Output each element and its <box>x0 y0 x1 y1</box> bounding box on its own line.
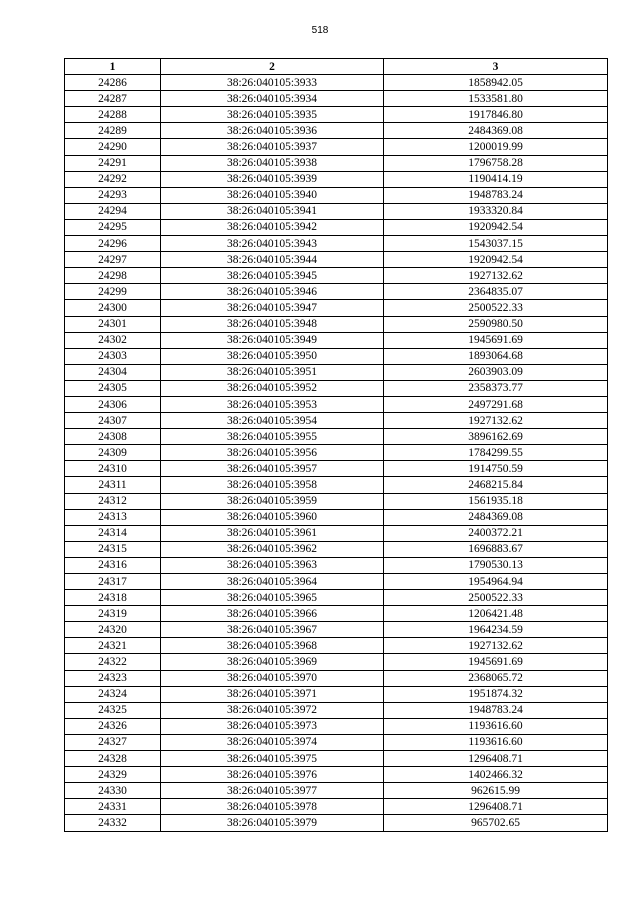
table-row <box>65 107 608 123</box>
row-number-cell: 24297 <box>65 252 161 268</box>
table-row <box>65 413 608 429</box>
header-row <box>65 59 608 75</box>
row-number-cell: 24315 <box>65 541 161 557</box>
row-number-cell: 24307 <box>65 413 161 429</box>
value-cell: 1893064.68 <box>384 348 608 364</box>
cadastral-number-cell: 38:26:040105:3936 <box>161 123 384 139</box>
value-cell: 1296408.71 <box>384 751 608 767</box>
value-cell: 1948783.24 <box>384 702 608 718</box>
table-row <box>65 445 608 461</box>
row-number-cell: 24303 <box>65 348 161 364</box>
cadastral-number-cell: 38:26:040105:3938 <box>161 155 384 171</box>
table-row <box>65 123 608 139</box>
table-row <box>65 396 608 412</box>
value-cell: 2484369.08 <box>384 123 608 139</box>
table-row <box>65 91 608 107</box>
row-number-cell: 24316 <box>65 557 161 573</box>
row-number-cell: 24314 <box>65 525 161 541</box>
cadastral-number-cell: 38:26:040105:3963 <box>161 557 384 573</box>
row-number-cell: 24288 <box>65 107 161 123</box>
row-number-cell: 24326 <box>65 718 161 734</box>
row-number-cell: 24323 <box>65 670 161 686</box>
value-cell: 1920942.54 <box>384 219 608 235</box>
cadastral-number-cell: 38:26:040105:3965 <box>161 590 384 606</box>
cadastral-number-cell: 38:26:040105:3935 <box>161 107 384 123</box>
value-cell: 1190414.19 <box>384 171 608 187</box>
value-cell: 1920942.54 <box>384 252 608 268</box>
cadastral-number-cell: 38:26:040105:3947 <box>161 300 384 316</box>
row-number-cell: 24301 <box>65 316 161 332</box>
value-cell: 1193616.60 <box>384 734 608 750</box>
value-cell: 1917846.80 <box>384 107 608 123</box>
value-cell: 1543037.15 <box>384 236 608 252</box>
row-number-cell: 24300 <box>65 300 161 316</box>
page-number: 518 <box>311 25 329 36</box>
value-cell: 1784299.55 <box>384 445 608 461</box>
table-row <box>65 171 608 187</box>
table-row <box>65 75 608 91</box>
cadastral-number-cell: 38:26:040105:3975 <box>161 751 384 767</box>
row-number-cell: 24295 <box>65 219 161 235</box>
cadastral-number-cell: 38:26:040105:3957 <box>161 461 384 477</box>
cadastral-number-cell: 38:26:040105:3961 <box>161 525 384 541</box>
value-cell: 1696883.67 <box>384 541 608 557</box>
value-cell: 1561935.18 <box>384 493 608 509</box>
value-cell: 1200019.99 <box>384 139 608 155</box>
row-number-cell: 24329 <box>65 767 161 783</box>
cadastral-number-cell: 38:26:040105:3954 <box>161 413 384 429</box>
value-cell: 2500522.33 <box>384 300 608 316</box>
cadastral-number-cell: 38:26:040105:3951 <box>161 364 384 380</box>
row-number-cell: 24289 <box>65 123 161 139</box>
cadastral-number-cell: 38:26:040105:3937 <box>161 139 384 155</box>
table-row <box>65 670 608 686</box>
row-number-cell: 24331 <box>65 799 161 815</box>
cadastral-number-cell: 38:26:040105:3939 <box>161 171 384 187</box>
table-row <box>65 461 608 477</box>
row-number-cell: 24325 <box>65 702 161 718</box>
table-row <box>65 332 608 348</box>
value-cell: 2368065.72 <box>384 670 608 686</box>
table-row <box>65 734 608 750</box>
table-row <box>65 686 608 702</box>
table-row <box>65 751 608 767</box>
table-row <box>65 187 608 203</box>
table-row <box>65 622 608 638</box>
table-row <box>65 284 608 300</box>
value-cell: 1927132.62 <box>384 638 608 654</box>
row-number-cell: 24309 <box>65 445 161 461</box>
value-cell: 2497291.68 <box>384 396 608 412</box>
row-number-cell: 24320 <box>65 622 161 638</box>
table-row <box>65 574 608 590</box>
row-number-cell: 24302 <box>65 332 161 348</box>
table-row <box>65 590 608 606</box>
table-row <box>65 654 608 670</box>
value-cell: 1945691.69 <box>384 654 608 670</box>
cadastral-number-cell: 38:26:040105:3945 <box>161 268 384 284</box>
row-number-cell: 24310 <box>65 461 161 477</box>
row-number-cell: 24328 <box>65 751 161 767</box>
cadastral-number-cell: 38:26:040105:3973 <box>161 718 384 734</box>
row-number-cell: 24332 <box>65 815 161 831</box>
value-cell: 1402466.32 <box>384 767 608 783</box>
row-number-cell: 24296 <box>65 236 161 252</box>
cadastral-number-cell: 38:26:040105:3971 <box>161 686 384 702</box>
row-number-cell: 24308 <box>65 429 161 445</box>
table-row <box>65 429 608 445</box>
row-number-cell: 24321 <box>65 638 161 654</box>
cadastral-number-cell: 38:26:040105:3950 <box>161 348 384 364</box>
row-number-cell: 24312 <box>65 493 161 509</box>
cadastral-number-cell: 38:26:040105:3946 <box>161 284 384 300</box>
table-row <box>65 268 608 284</box>
cadastral-number-cell: 38:26:040105:3933 <box>161 75 384 91</box>
value-cell: 2468215.84 <box>384 477 608 493</box>
row-number-cell: 24319 <box>65 606 161 622</box>
table-row <box>65 236 608 252</box>
value-cell: 1933320.84 <box>384 203 608 219</box>
cadastral-number-cell: 38:26:040105:3966 <box>161 606 384 622</box>
value-cell: 1193616.60 <box>384 718 608 734</box>
table-row <box>65 799 608 815</box>
table-row <box>65 300 608 316</box>
cadastral-number-cell: 38:26:040105:3940 <box>161 187 384 203</box>
cadastral-number-cell: 38:26:040105:3964 <box>161 574 384 590</box>
table-row <box>65 380 608 396</box>
row-number-cell: 24290 <box>65 139 161 155</box>
row-number-cell: 24299 <box>65 284 161 300</box>
value-cell: 2590980.50 <box>384 316 608 332</box>
value-cell: 3896162.69 <box>384 429 608 445</box>
table-row <box>65 348 608 364</box>
table-row <box>65 767 608 783</box>
table-row <box>65 702 608 718</box>
value-cell: 2364835.07 <box>384 284 608 300</box>
table-row <box>65 525 608 541</box>
value-cell: 1296408.71 <box>384 799 608 815</box>
value-cell: 962615.99 <box>384 783 608 799</box>
table-row <box>65 203 608 219</box>
cadastral-number-cell: 38:26:040105:3972 <box>161 702 384 718</box>
cadastral-number-cell: 38:26:040105:3952 <box>161 380 384 396</box>
cadastral-number-cell: 38:26:040105:3970 <box>161 670 384 686</box>
row-number-cell: 24322 <box>65 654 161 670</box>
table-row <box>65 219 608 235</box>
value-cell: 1206421.48 <box>384 606 608 622</box>
cadastral-number-cell: 38:26:040105:3960 <box>161 509 384 525</box>
value-cell: 1964234.59 <box>384 622 608 638</box>
table-row <box>65 783 608 799</box>
value-cell: 2484369.08 <box>384 509 608 525</box>
cadastral-number-cell: 38:26:040105:3955 <box>161 429 384 445</box>
value-cell: 1954964.94 <box>384 574 608 590</box>
row-number-cell: 24298 <box>65 268 161 284</box>
value-cell: 965702.65 <box>384 815 608 831</box>
value-cell: 2500522.33 <box>384 590 608 606</box>
table-row <box>65 638 608 654</box>
row-number-cell: 24292 <box>65 171 161 187</box>
value-cell: 1951874.32 <box>384 686 608 702</box>
cadastral-number-cell: 38:26:040105:3976 <box>161 767 384 783</box>
row-number-cell: 24286 <box>65 75 161 91</box>
row-number-cell: 24291 <box>65 155 161 171</box>
cadastral-number-cell: 38:26:040105:3979 <box>161 815 384 831</box>
value-cell: 2400372.21 <box>384 525 608 541</box>
table-row <box>65 557 608 573</box>
cadastral-number-cell: 38:26:040105:3977 <box>161 783 384 799</box>
table-row <box>65 718 608 734</box>
cadastral-number-cell: 38:26:040105:3944 <box>161 252 384 268</box>
value-cell: 1914750.59 <box>384 461 608 477</box>
cadastral-number-cell: 38:26:040105:3967 <box>161 622 384 638</box>
cadastral-number-cell: 38:26:040105:3969 <box>161 654 384 670</box>
value-cell: 1948783.24 <box>384 187 608 203</box>
row-number-cell: 24313 <box>65 509 161 525</box>
row-number-cell: 24311 <box>65 477 161 493</box>
value-cell: 2358373.77 <box>384 380 608 396</box>
row-number-cell: 24287 <box>65 91 161 107</box>
table-row <box>65 606 608 622</box>
row-number-cell: 24304 <box>65 364 161 380</box>
cadastral-number-cell: 38:26:040105:3943 <box>161 236 384 252</box>
row-number-cell: 24318 <box>65 590 161 606</box>
cadastral-number-cell: 38:26:040105:3959 <box>161 493 384 509</box>
value-cell: 1927132.62 <box>384 413 608 429</box>
cadastral-number-cell: 38:26:040105:3941 <box>161 203 384 219</box>
column-header-1: 1 <box>65 59 161 75</box>
table-row <box>65 509 608 525</box>
cadastral-number-cell: 38:26:040105:3948 <box>161 316 384 332</box>
row-number-cell: 24294 <box>65 203 161 219</box>
row-number-cell: 24330 <box>65 783 161 799</box>
row-number-cell: 24317 <box>65 574 161 590</box>
row-number-cell: 24306 <box>65 396 161 412</box>
table-row <box>65 155 608 171</box>
column-header-3: 3 <box>384 59 608 75</box>
table-row <box>65 815 608 831</box>
cadastral-number-cell: 38:26:040105:3974 <box>161 734 384 750</box>
value-cell: 2603903.09 <box>384 364 608 380</box>
table-row <box>65 493 608 509</box>
table-body <box>65 75 608 831</box>
value-cell: 1796758.28 <box>384 155 608 171</box>
value-cell: 1533581.80 <box>384 91 608 107</box>
registry-table <box>64 58 608 832</box>
value-cell: 1790530.13 <box>384 557 608 573</box>
cadastral-number-cell: 38:26:040105:3956 <box>161 445 384 461</box>
table-row <box>65 364 608 380</box>
row-number-cell: 24305 <box>65 380 161 396</box>
table-row <box>65 477 608 493</box>
column-header-2: 2 <box>161 59 384 75</box>
table-row <box>65 316 608 332</box>
row-number-cell: 24327 <box>65 734 161 750</box>
cadastral-number-cell: 38:26:040105:3949 <box>161 332 384 348</box>
cadastral-number-cell: 38:26:040105:3978 <box>161 799 384 815</box>
table-header <box>65 59 608 75</box>
cadastral-number-cell: 38:26:040105:3958 <box>161 477 384 493</box>
cadastral-number-cell: 38:26:040105:3942 <box>161 219 384 235</box>
row-number-cell: 24324 <box>65 686 161 702</box>
table-row <box>65 252 608 268</box>
table-row <box>65 541 608 557</box>
cadastral-number-cell: 38:26:040105:3962 <box>161 541 384 557</box>
value-cell: 1858942.05 <box>384 75 608 91</box>
cadastral-number-cell: 38:26:040105:3953 <box>161 396 384 412</box>
table-row <box>65 139 608 155</box>
cadastral-number-cell: 38:26:040105:3968 <box>161 638 384 654</box>
value-cell: 1927132.62 <box>384 268 608 284</box>
row-number-cell: 24293 <box>65 187 161 203</box>
cadastral-number-cell: 38:26:040105:3934 <box>161 91 384 107</box>
value-cell: 1945691.69 <box>384 332 608 348</box>
